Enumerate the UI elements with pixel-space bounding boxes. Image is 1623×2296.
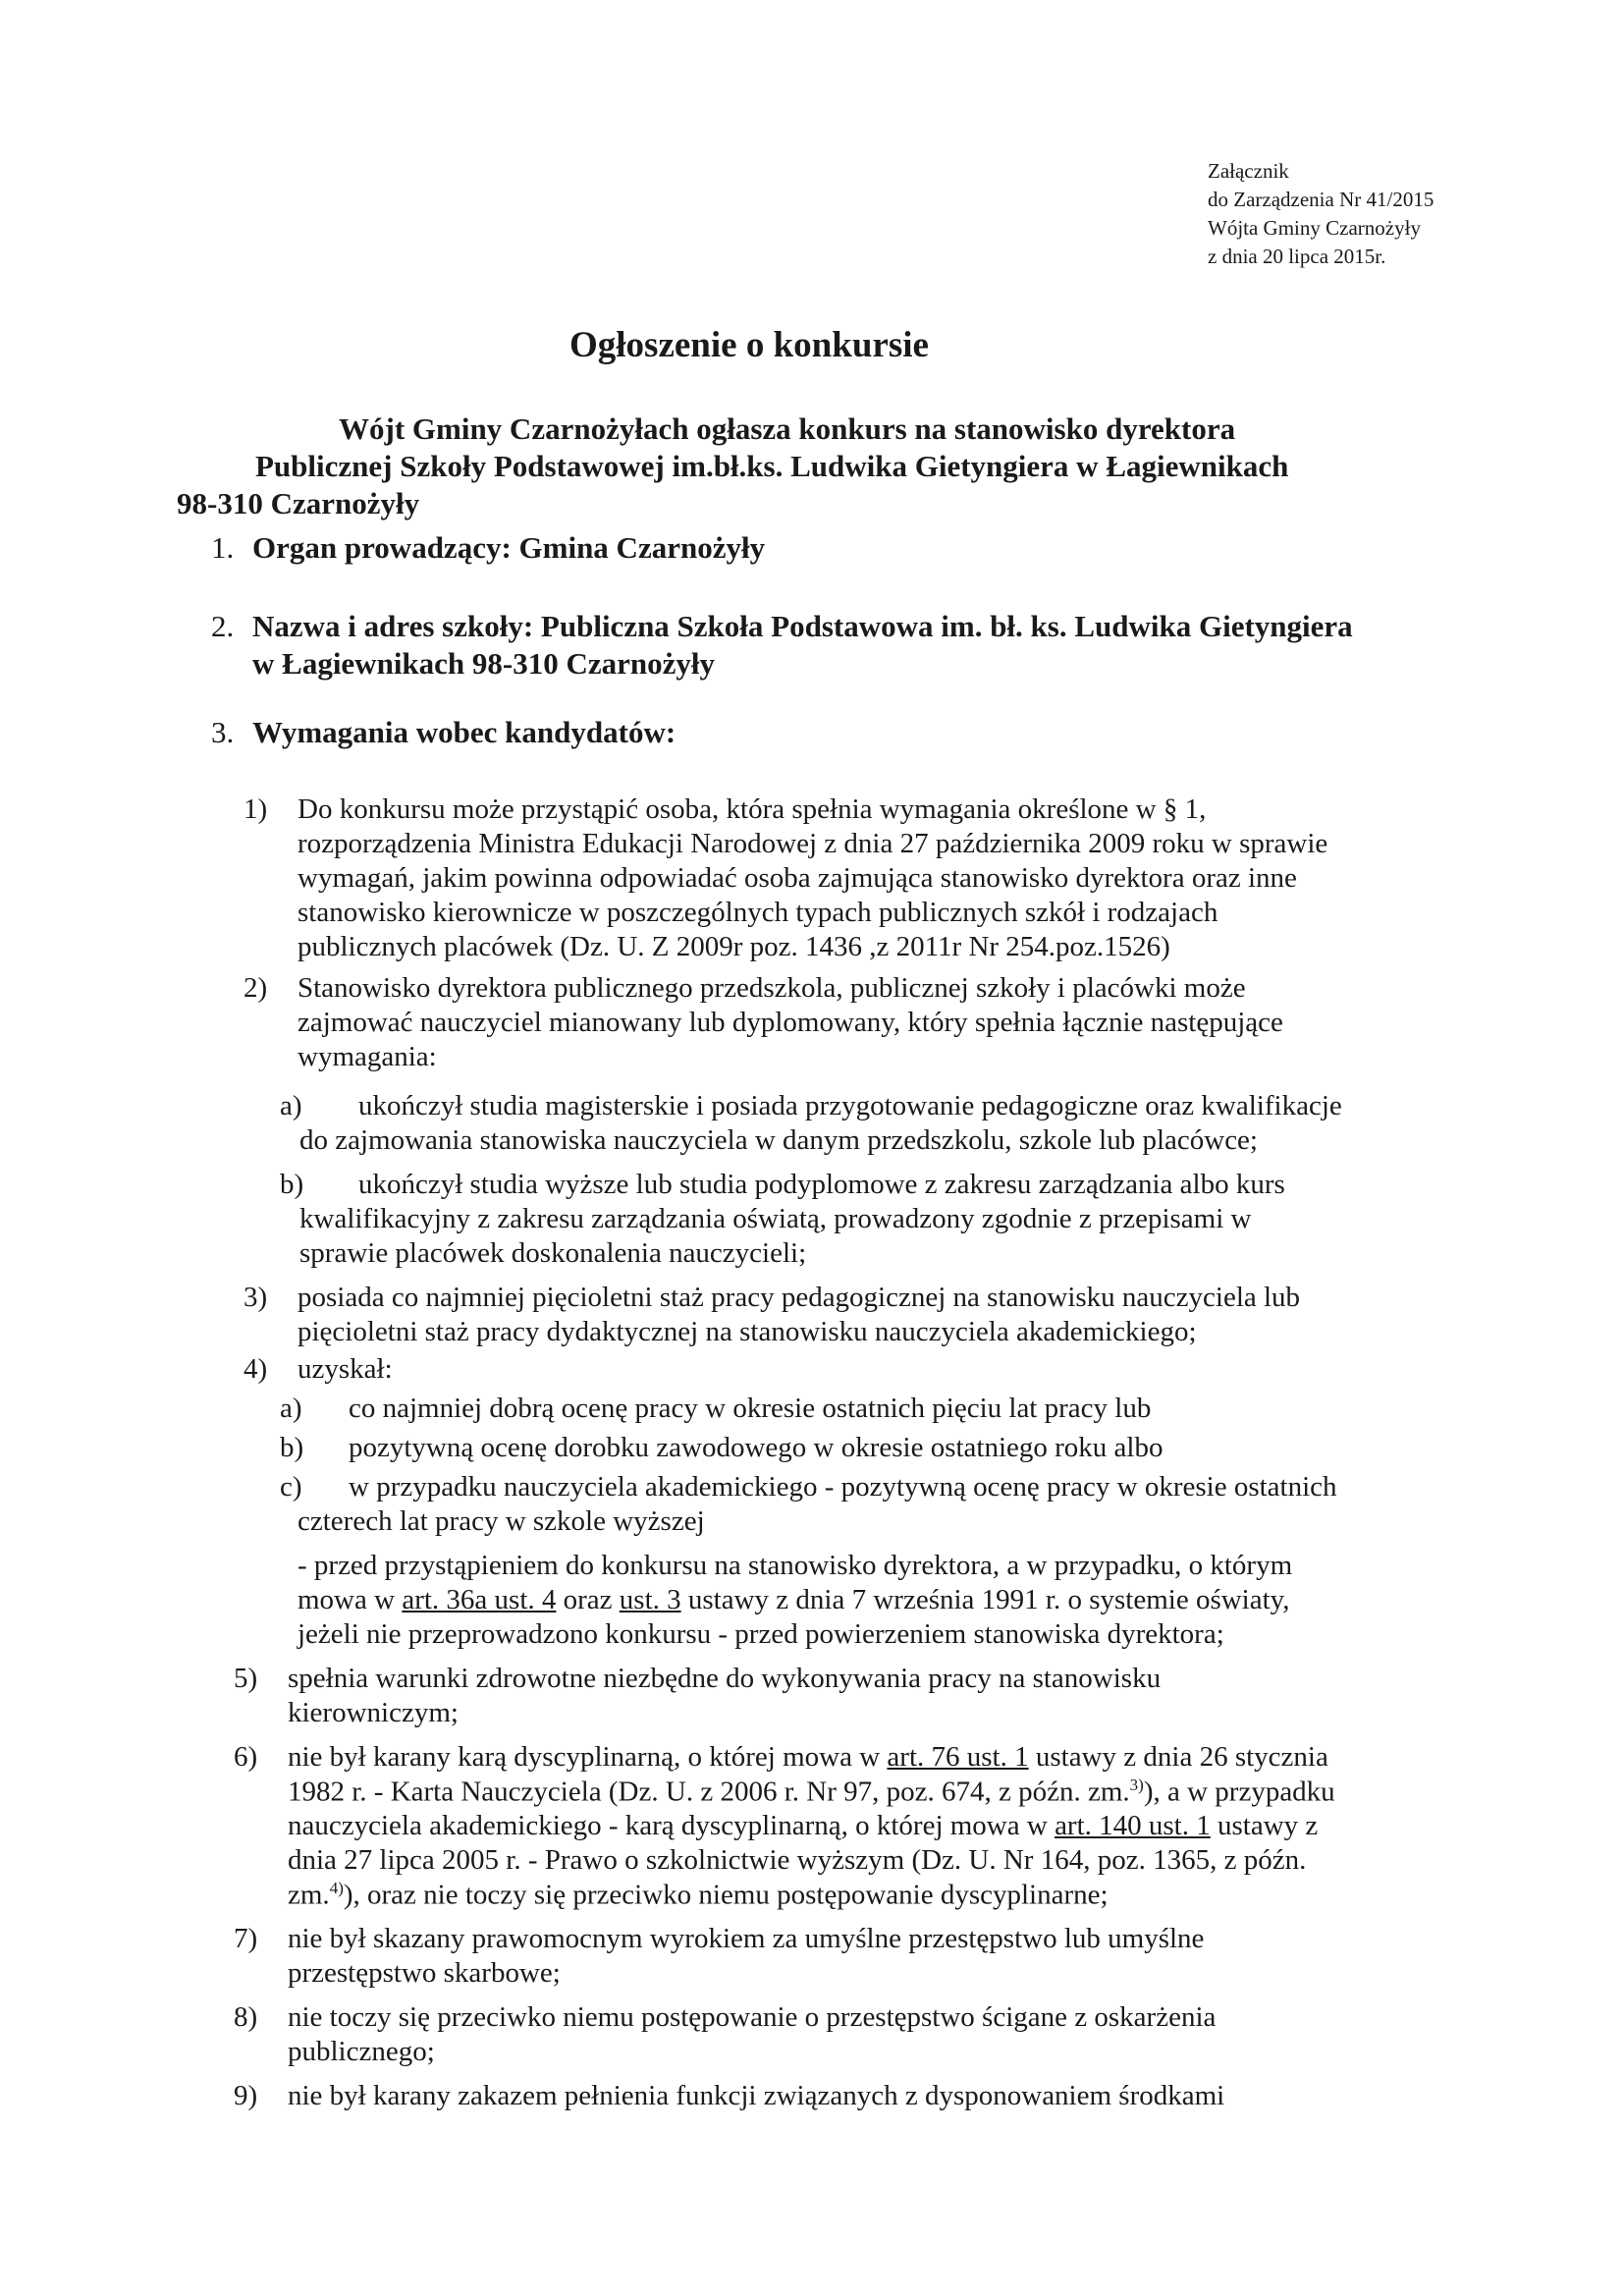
item-line: kwalifikacyjny z zakresu zarządzania oświatą, prowadzony zgodnie z przepisami w <box>299 1203 1252 1234</box>
attachment-line: z dnia 20 lipca 2015r. <box>1208 245 1386 268</box>
text-run: nauczyciela akademickiego - karą dyscyplinarną, o której mowa w <box>288 1810 1055 1841</box>
item-line <box>288 1879 1109 1912</box>
section-2-continued: w Łagiewnikach 98-310 Czarnożyły <box>252 646 716 681</box>
requirement-4b <box>280 1432 1163 1464</box>
section-text: Wymagania wobec kandydatów: <box>252 715 676 749</box>
item-line: do zajmowania stanowiska nauczyciela w danym przedszkolu, szkole lub placówce; <box>299 1124 1258 1156</box>
attachment-line: Wójta Gminy Czarnożyły <box>1208 216 1421 240</box>
item-marker: 3) <box>243 1282 268 1313</box>
item-line: nie toczy się przeciwko niemu postępowanie o przestępstwo ścigane z oskarżenia <box>288 2001 1217 2033</box>
item-line <box>288 1810 1318 1842</box>
requirement-5 <box>234 1663 1161 1695</box>
law-reference-link[interactable]: art. 36a ust. 4 <box>402 1584 557 1615</box>
text-run: 1982 r. - Karta Nauczyciela (Dz. U. z 2006 r. Nr 97, poz. 674, z późn. zm. <box>288 1776 1130 1808</box>
requirement-3 <box>243 1282 1300 1314</box>
item-marker: a) <box>280 1393 302 1424</box>
item-marker: 9) <box>234 2080 258 2111</box>
item-line: wymagania: <box>298 1041 437 1072</box>
section-text: Nazwa i adres szkoły: Publiczna Szkoła Podstawowa im. bł. ks. Ludwika Gietyngiera <box>252 609 1353 643</box>
attachment-line: Załącznik <box>1208 159 1289 183</box>
item-line: - przed przystąpieniem do konkursu na stanowisko dyrektora, a w przypadku, o którym <box>298 1550 1293 1581</box>
intro-line: Publicznej Szkoły Podstawowej im.bł.ks. Ludwika Gietyngiera w Łagiewnikach <box>255 449 1289 483</box>
text-run: nie był karany karą dyscyplinarną, o której mowa w <box>288 1741 888 1773</box>
item-marker: 2) <box>243 972 268 1004</box>
requirement-6 <box>234 1741 1328 1774</box>
text-run: zm. <box>288 1879 330 1911</box>
item-line <box>288 1776 1335 1809</box>
item-line: rozporządzenia Ministra Edukacji Narodowej z dnia 27 października 2009 roku w sprawie <box>298 828 1328 859</box>
text-run: oraz <box>556 1584 620 1615</box>
requirement-4 <box>243 1353 393 1386</box>
section-3 <box>211 715 676 750</box>
item-line: ukończył studia wyższe lub studia podyplomowe z zakresu zarządzania albo kurs <box>358 1169 1285 1200</box>
law-reference-link[interactable]: ust. 3 <box>619 1584 681 1615</box>
item-line: dnia 27 lipca 2005 r. - Prawo o szkolnictwie wyższym (Dz. U. Nr 164, poz. 1365, z późn. <box>288 1844 1307 1876</box>
section-1 <box>211 530 765 566</box>
requirement-1 <box>243 793 1206 826</box>
item-line: wymagań, jakim powinna odpowiadać osoba zajmująca stanowisko dyrektora oraz inne <box>298 862 1297 894</box>
item-line: nie był skazany prawomocnym wyrokiem za umyślne przestępstwo lub umyślne <box>288 1923 1205 1954</box>
item-line: sprawie placówek doskonalenia nauczycieli; <box>299 1237 807 1269</box>
announcement-intro <box>177 410 1453 522</box>
item-line: co najmniej dobrą ocenę pracy w okresie ostatnich pięciu lat pracy lub <box>349 1393 1152 1424</box>
law-reference-link[interactable]: art. 140 ust. 1 <box>1055 1810 1211 1841</box>
item-line: kierowniczym; <box>288 1697 459 1728</box>
section-number: 3. <box>211 715 235 749</box>
intro-line: 98-310 Czarnożyły <box>177 486 420 520</box>
item-line: pozytywną ocenę dorobku zawodowego w okresie ostatniego roku albo <box>349 1432 1163 1463</box>
requirement-4c <box>280 1471 1337 1503</box>
footnote-ref: 4) <box>329 1879 344 1897</box>
item-marker: b) <box>280 1169 304 1200</box>
section-2 <box>211 609 1353 644</box>
item-marker: 8) <box>234 2001 258 2033</box>
law-reference-link[interactable]: art. 76 ust. 1 <box>887 1741 1029 1773</box>
item-line: uzyskał: <box>298 1353 393 1385</box>
section-number: 2. <box>211 609 235 643</box>
item-line: nie był karany zakazem pełnienia funkcji związanych z dysponowaniem środkami <box>288 2080 1225 2111</box>
item-marker: c) <box>280 1471 302 1503</box>
intro-line: Wójt Gminy Czarnożyłach ogłasza konkurs na stanowisko dyrektora <box>339 411 1236 446</box>
item-marker: 6) <box>234 1741 258 1773</box>
item-line: zajmować nauczyciel mianowany lub dyplomowany, który spełnia łącznie następujące <box>298 1007 1283 1038</box>
item-line: spełnia warunki zdrowotne niezbędne do wykonywania pracy na stanowisku <box>288 1663 1162 1694</box>
item-line: stanowisko kierownicze w poszczególnych typach publicznych szkół i rodzajach <box>298 897 1218 928</box>
document-title: Ogłoszenie o konkursie <box>569 325 929 365</box>
item-line: w przypadku nauczyciela akademickiego - pozytywną ocenę pracy w okresie ostatnich <box>349 1471 1337 1503</box>
item-marker: 1) <box>243 793 268 825</box>
section-text: Organ prowadzący: Gmina Czarnożyły <box>252 530 766 565</box>
requirement-8 <box>234 2001 1216 2034</box>
text-run: ), oraz nie toczy się przeciwko niemu postępowanie dyscyplinarne; <box>343 1879 1109 1911</box>
item-line <box>298 1584 1290 1616</box>
requirement-2a <box>280 1090 1342 1122</box>
item-line: publicznych placówek (Dz. U. Z 2009r poz. 1436 ,z 2011r Nr 254.poz.1526) <box>298 931 1170 962</box>
text-run: ustawy z dnia 7 września 1991 r. o systemie oświaty, <box>680 1584 1290 1615</box>
item-marker: a) <box>280 1090 302 1121</box>
text-run: ustawy z <box>1210 1810 1319 1841</box>
item-marker: b) <box>280 1432 304 1463</box>
item-marker: 7) <box>234 1923 258 1954</box>
item-line: ukończył studia magisterskie i posiada przygotowanie pedagogiczne oraz kwalifikacje <box>358 1090 1342 1121</box>
item-line: pięcioletni staż pracy dydaktycznej na stanowisku nauczyciela akademickiego; <box>298 1316 1197 1347</box>
section-number: 1. <box>211 530 235 565</box>
text-run: ustawy z dnia 26 stycznia <box>1028 1741 1328 1773</box>
item-line: jeżeli nie przeprowadzono konkursu - przed powierzeniem stanowiska dyrektora; <box>298 1618 1224 1650</box>
footnote-ref: 3) <box>1129 1776 1144 1794</box>
item-marker: 4) <box>243 1353 268 1385</box>
requirement-2b <box>280 1169 1285 1201</box>
attachment-line: do Zarządzenia Nr 41/2015 <box>1208 188 1434 211</box>
requirement-2 <box>243 972 1246 1005</box>
attachment-note <box>1208 157 1434 271</box>
item-line: publicznego; <box>288 2036 435 2067</box>
item-marker: 5) <box>234 1663 258 1694</box>
item-line: czterech lat pracy w szkole wyższej <box>298 1505 705 1537</box>
requirement-9 <box>234 2080 1224 2112</box>
requirement-4a <box>280 1393 1151 1425</box>
item-line: posiada co najmniej pięcioletni staż pracy pedagogicznej na stanowisku nauczyciela lub <box>298 1282 1301 1313</box>
requirement-7 <box>234 1923 1204 1955</box>
text-run: ), a w przypadku <box>1143 1776 1335 1808</box>
item-line: Stanowisko dyrektora publicznego przedszkola, publicznej szkoły i placówki może <box>298 972 1246 1004</box>
item-line: przestępstwo skarbowe; <box>288 1957 561 1989</box>
text-run: mowa w <box>298 1584 403 1615</box>
item-line: Do konkursu może przystąpić osoba, która spełnia wymagania określone w § 1, <box>298 793 1207 825</box>
